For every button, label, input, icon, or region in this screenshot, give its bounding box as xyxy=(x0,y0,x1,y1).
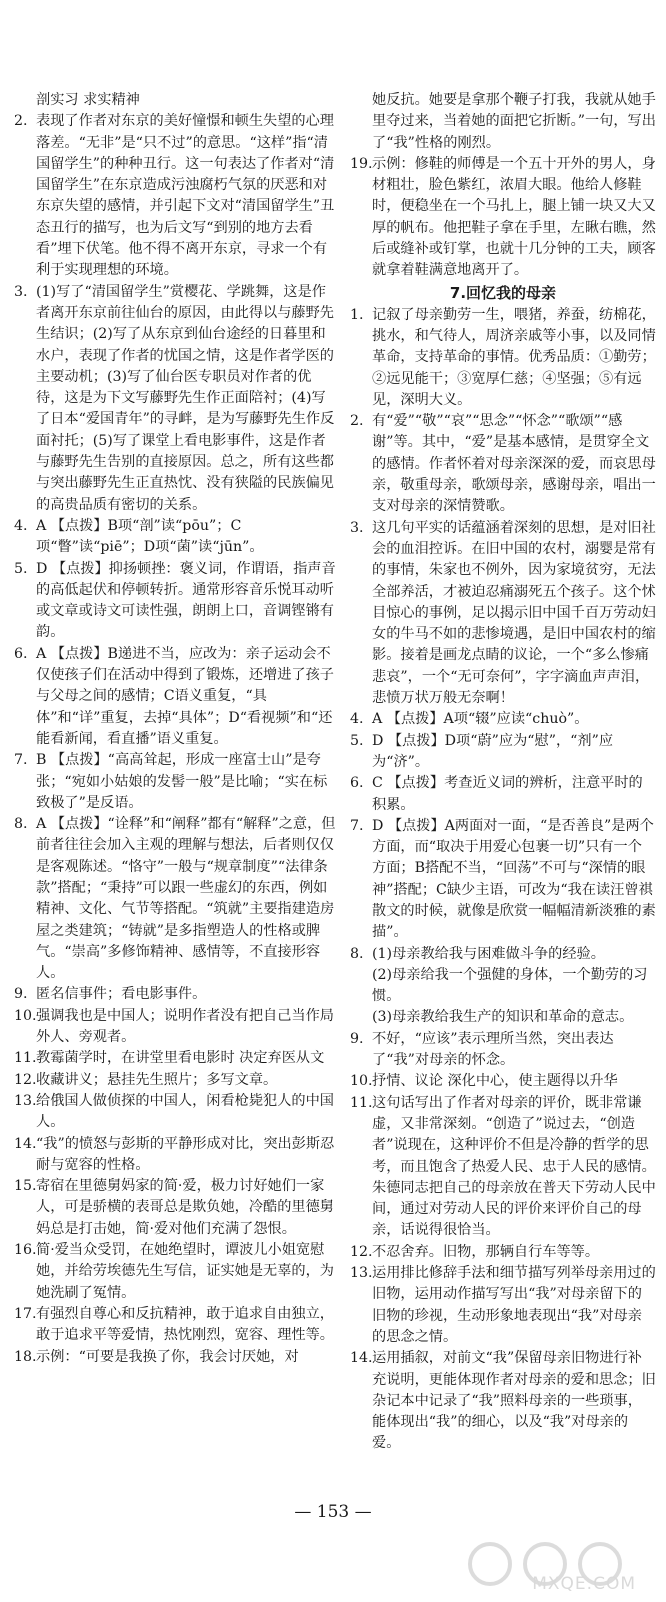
answer-item xyxy=(350,90,656,154)
answer-text: (3)母亲教给我生产的知识和革命的意志。 xyxy=(372,1009,634,1026)
answer-text: 寄宿在里德舅妈家的简·爱，极力讨好她们一家人，可是骄横的表哥总是欺负她，冷酷的里德舅妈总是打击她，简·爱对他们充满了怨恨。 xyxy=(36,1178,334,1237)
answer-item xyxy=(350,944,656,965)
answer-number: 1. xyxy=(350,306,364,323)
answer-text: 不好，“应该”表示理所当然，突出表达了“我”对母亲的怀念。 xyxy=(372,1030,614,1069)
answer-number: 10. xyxy=(14,1007,37,1024)
answer-text: (2)母亲给我一个强健的身体，一个勤劳的习惯。 xyxy=(372,966,648,1005)
watermark-text: MXQE.COM xyxy=(532,1574,636,1594)
answer-item xyxy=(350,773,656,816)
answer-text: D 【点拨】A两面对一面，“是否善良”是两个方面，而“取决于用爱心包裹一切”只有一个方面；B搭配不当，“回荡”不可与“深情的眼神”搭配；C缺少主语，可改为“我在读汪曾祺散文的时候，就像是欣赏一幅幅清新淡雅的素描”。 xyxy=(372,817,656,941)
answer-number: 3. xyxy=(350,519,364,536)
answer-item xyxy=(14,516,338,559)
right-column-continued-answers xyxy=(350,90,656,282)
answer-number: 7. xyxy=(14,752,28,769)
answer-text: 记叙了母亲勤劳一生，喂猪，养蚕，纺棉花，挑水，和气待人，周济亲戚等小事，以及同情革命，支持革命的事情。优秀品质：①勤劳；②远见能干；③宽厚仁慈；④坚强；⑤有远见，深明大义。 xyxy=(372,306,656,408)
answer-text: 有强烈自尊心和反抗精神，敢于追求自由独立，敢于追求平等爱情，热忱刚烈，宽容、理性等。 xyxy=(36,1305,334,1344)
answer-item xyxy=(14,984,338,1005)
answer-text: 表现了作者对东京的美好憧憬和顿生失望的心理落差。“无非”是“只不过”的意思。“这样”指“清国留学生”的种种丑行。这一句表达了作者对“清国留学生”在东京造成污浊腐朽气氛的厌恶和对东京失望的感情，并引起下文对“清国留学生”丑态丑行的描写，也为后文写“到别的地方去看看”埋下伏笔。他不得不离开东京，寻求一个有利于实现理想的环境。 xyxy=(36,113,335,279)
answer-text: B 【点拨】“高高耸起，形成一座富士山”是夸张；“宛如小姑娘的发髻一般”是比喻；“实在标致极了”是反语。 xyxy=(36,752,328,811)
answer-text: 运用排比修辞手法和细节描写列举母亲用过的旧物，运用动作描写写出“我”对母亲留下的旧物的珍视，生动形象地表现出“我”对母亲的思念之情。 xyxy=(372,1265,656,1345)
answer-number: 2. xyxy=(350,413,364,430)
answer-item xyxy=(350,305,656,411)
answer-number: 12. xyxy=(14,1071,37,1088)
answer-number: 5. xyxy=(350,732,364,749)
answer-item xyxy=(14,1091,338,1134)
answer-item xyxy=(14,90,338,111)
answer-item xyxy=(14,1240,338,1304)
answer-item xyxy=(14,1134,338,1177)
answer-item xyxy=(14,644,338,750)
answer-number: 8. xyxy=(14,816,28,833)
answer-text: 这句话写出了作者对母亲的评价，既非常谦虚，又非常深刻。“创造了”说过去，“创造者”说现在，这种评价不但是冷静的哲学的思考，而且饱含了热爱人民、忠于人民的感情。朱德同志把自己的母亲放在普天下劳动人民中间，通过对劳动人民的评价来评价自己的母亲，话说得很恰当。 xyxy=(372,1094,656,1239)
answer-number: 14. xyxy=(14,1135,37,1152)
answer-item xyxy=(14,1006,338,1049)
answer-item xyxy=(14,814,338,984)
answer-number: 6. xyxy=(14,645,28,662)
answer-number: 15. xyxy=(14,1178,37,1195)
answer-number: 12. xyxy=(350,1243,373,1260)
watermark-logo xyxy=(450,1540,650,1598)
answer-text: 示例：“可要是我换了你，我会讨厌她，对 xyxy=(36,1348,299,1365)
answer-number: 6. xyxy=(350,775,364,792)
answer-item xyxy=(350,1348,656,1454)
answer-text: D 【点拨】D项“蔚”应为“慰”，“剂”应为“济”。 xyxy=(372,732,614,770)
answer-text: A 【点拨】B项“剖”读“pōu”；C项“瞥”读“piē”；D项“菌”读“jūn”。 xyxy=(36,517,264,556)
answer-number: 11. xyxy=(350,1094,373,1111)
answer-text: 不忍舍弃。旧物，那辆自行车等等。 xyxy=(372,1243,600,1260)
answer-text: 有“爱”“敬”“哀”“思念”“怀念”“歌颂”“感谢”等。其中，“爱”是基本感情，是贯穿全文的感情。作者怀着对母亲深深的爱，而哀思母亲，敬重母亲，歌颂母亲，感谢母亲，唱出一支对母亲的深情赞歌。 xyxy=(372,413,656,515)
answer-text: A 【点拨】A项“辍”应读“chuò”。 xyxy=(372,711,589,728)
answer-number: 13. xyxy=(14,1092,37,1109)
answer-text: 剖实习 求实精神 xyxy=(36,92,140,108)
answer-text: 运用插叙，对前文“我”保留母亲旧物进行补充说明，更能体现作者对母亲的爱和思念；旧杂记本中记录了“我”照料母亲的一些琐事，能体现出“我”的细心，以及“我”对母亲的爱。 xyxy=(372,1350,656,1452)
answer-number: 9. xyxy=(14,986,28,1003)
right-column xyxy=(350,90,656,1455)
answer-number: 8. xyxy=(350,945,364,962)
answer-number: 14. xyxy=(350,1350,373,1367)
left-column xyxy=(14,90,338,1368)
answer-text: 匿名信事件；看电影事件。 xyxy=(36,986,207,1003)
answer-number: 5. xyxy=(14,560,28,577)
answer-text: 教霉菌学时，在讲堂里看电影时 决定弃医从文 xyxy=(36,1050,325,1067)
answer-number: 11. xyxy=(14,1050,37,1067)
answer-number: 3. xyxy=(14,283,28,300)
answer-number: 4. xyxy=(14,517,28,534)
answer-text: 简·爱当众受罚，在她绝望时，谭波儿小姐宽慰她，并给劳埃德先生写信，证实她是无辜的，为她洗刷了冤情。 xyxy=(36,1242,334,1301)
answer-number: 16. xyxy=(14,1242,37,1259)
answer-item xyxy=(350,518,656,710)
answer-item xyxy=(14,1176,338,1240)
answer-text: (1)母亲教给我与困难做斗争的经验。 xyxy=(372,945,605,962)
answer-text: 抒情、议论 深化中心，使主题得以升华 xyxy=(372,1073,618,1090)
answer-item xyxy=(350,816,656,944)
answer-number: 19. xyxy=(350,155,373,172)
answer-number: 7. xyxy=(350,817,364,834)
answer-item xyxy=(14,1070,338,1091)
answer-text: 收藏讲义；悬挂先生照片；多写文章。 xyxy=(36,1071,278,1088)
answer-item xyxy=(350,1007,656,1028)
answer-item xyxy=(14,1304,338,1347)
answer-item xyxy=(14,750,338,814)
answer-text: 给俄国人做侦探的中国人，闲看枪毙犯人的中国人。 xyxy=(36,1092,334,1131)
answer-item xyxy=(14,111,338,281)
answer-number: 18. xyxy=(14,1348,37,1365)
answer-text: 示例：修鞋的师傅是一个五十开外的男人，身材粗壮，脸色紫红，浓眉大眼。他给人修鞋时，便稳坐在一个马扎上，腿上铺一块又大又厚的帆布。他把鞋子拿在手里，左瞅右瞧，然后或缝补或钉掌，也就十几分钟的工夫，顾客就拿着鞋满意地离开了。 xyxy=(372,155,656,279)
answer-item xyxy=(350,1093,656,1242)
answer-text: 她反抗。她要是拿那个鞭子打我，我就从她手里夺过来，当着她的面把它折断。”一句，写出了“我”性格的刚烈。 xyxy=(372,92,656,151)
answer-item xyxy=(350,1242,656,1263)
answer-text: 这几句平实的话蕴涵着深刻的思想，是对旧社会的血泪控诉。在旧中国的农村，溺婴是常有的事情，朱家也不例外，因为家境贫穷，无法全部养活，才被迫忍痛溺死五个孩子。这个怵目惊心的事例，足以揭示旧中国千百万劳动妇女的牛马不如的悲惨境遇，是旧中国农村的缩影。接着是画龙点睛的议论，一个“多么惨痛悲哀”，一个“无可奈何”，字字滴血声声泪，悲愤万状万般无奈啊！ xyxy=(372,519,656,707)
answer-item xyxy=(350,965,656,1008)
answer-item xyxy=(350,709,656,730)
answer-text: (1)写了“清国留学生”赏樱花、学跳舞，这是作者离开东京前往仙台的原因，由此得以与藤野先生结识；(2)写了从东京到仙台途经的日暮里和水户，表现了作者的忧国之情，这是作者学医的主要动机；(3)写了仙台医专职员对作者的优待，这是为下文写藤野先生作正面陪衬；(4)写了日本“爱国青年”的寻衅，是为写藤野先生作反面衬托；(5)写了课堂上看电影事件，这是作者与藤野先生告别的直接原因。总之，所有这些都与突出藤野先生正直热忱、没有狭隘的民族偏见的高贵品质有密切的关系。 xyxy=(36,283,335,513)
answer-item xyxy=(350,731,656,774)
answer-item xyxy=(14,1048,338,1069)
answer-number: 10. xyxy=(350,1073,373,1090)
answer-text: D 【点拨】抑扬顿挫：褒义词，作谓语，指声音的高低起伏和停顿转折。通常形容音乐悦耳动听或文章或诗文可读性强，朗朗上口，音调铿锵有韵。 xyxy=(36,560,336,641)
answer-item xyxy=(350,1029,656,1072)
answer-item xyxy=(350,1263,656,1348)
answer-item xyxy=(350,154,656,282)
answer-item xyxy=(14,1347,338,1368)
answer-number: 9. xyxy=(350,1030,364,1047)
answer-number: 13. xyxy=(350,1265,373,1282)
section-title: 7.回忆我的母亲 xyxy=(449,283,557,302)
answer-item xyxy=(14,282,338,516)
answer-number: 17. xyxy=(14,1305,37,1322)
answer-text: A 【点拨】“诠释”和“阐释”都有“解释”之意，但前者往往会加入主观的理解与想法，后者则仅仅是客观陈述。“恪守”一般与“规章制度”“法律条款”搭配；“秉持”可以跟一些虚幻的东西，例如精神、文化、气节等搭配。“筑就”主要指建造房屋之类建筑；“铸就”是多指塑造人的性格或脾气。“崇高”多修饰精神、感情等，不直接形容人。 xyxy=(36,816,336,982)
answer-text: A 【点拨】B递进不当，应改为：亲子运动会不仅使孩子们在活动中得到了锻炼，还增进了孩子与父母之间的感情；C语义重复，“具体”和“详”重复，去掉“具体”；D“看视频”和“还能看新闻，看直播”语义重复。 xyxy=(36,645,334,747)
answer-text: “我”的愤怒与彭斯的平静形成对比，突出彭斯忍耐与宽容的性格。 xyxy=(36,1135,335,1173)
answer-number: 2. xyxy=(14,113,28,130)
answer-text: C 【点拨】考查近义词的辨析，注意平时的积累。 xyxy=(372,775,643,813)
page-number: — 153 — xyxy=(294,1502,372,1522)
answer-item xyxy=(350,411,656,517)
right-column-section-answers xyxy=(350,305,656,1455)
answer-text: 强调我也是中国人；说明作者没有把自己当作局外人、旁观者。 xyxy=(36,1007,334,1046)
answer-item xyxy=(14,559,338,644)
answer-item xyxy=(350,1071,656,1092)
answer-number: 4. xyxy=(350,711,364,728)
